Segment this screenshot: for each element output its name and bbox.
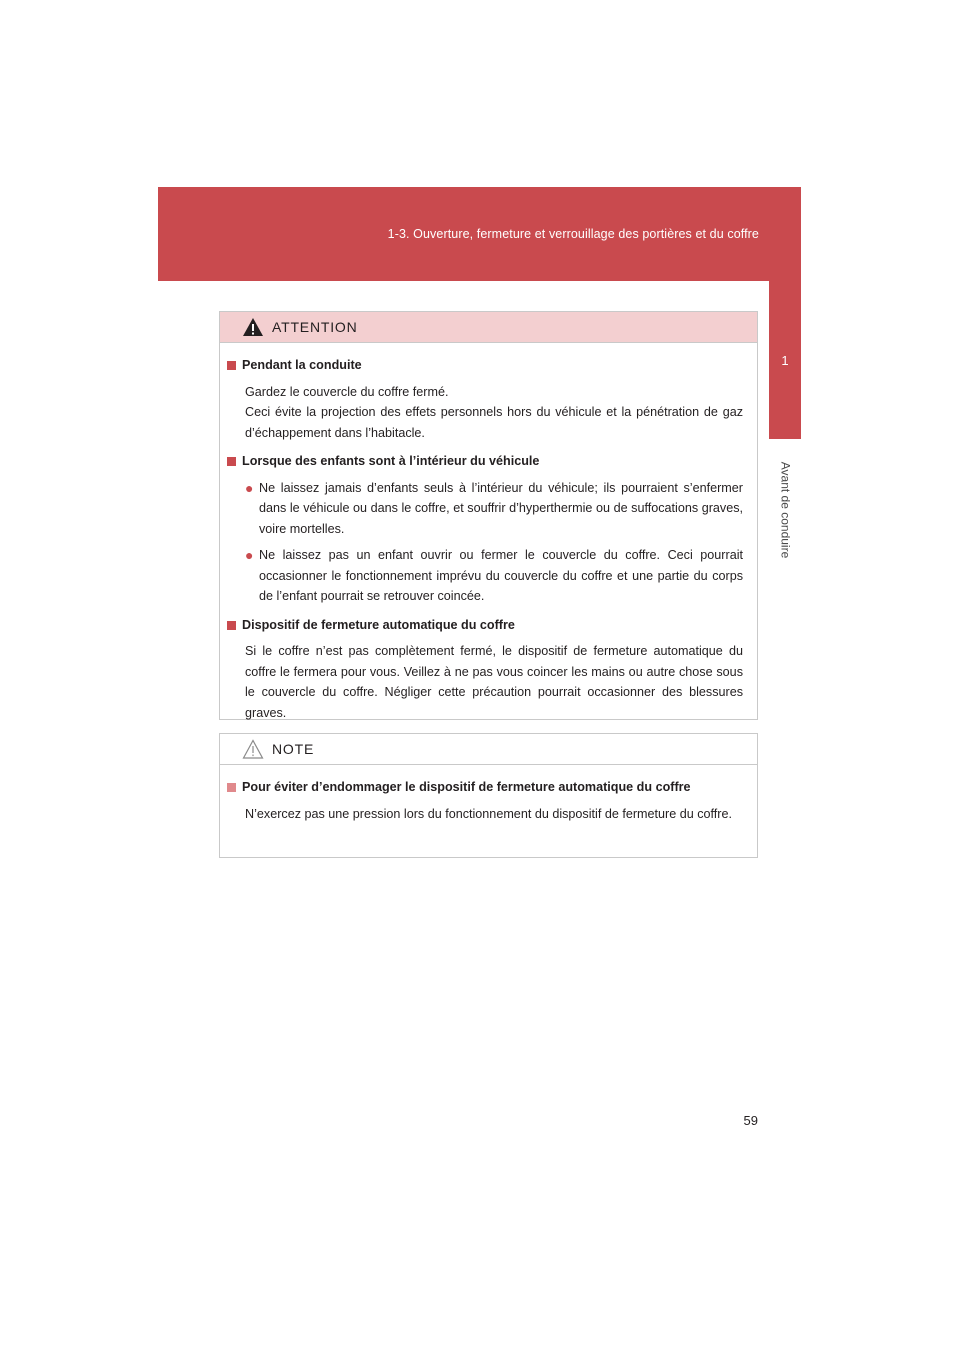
dot-bullet-icon: ● — [245, 479, 254, 496]
section-heading-text: Lorsque des enfants sont à l’intérieur du véhicule — [242, 454, 540, 468]
section-heading-text: Pendant la conduite — [242, 358, 362, 372]
note-label: NOTE — [272, 741, 315, 757]
note-body — [220, 765, 757, 824]
chapter-label: Avant de conduire — [778, 461, 793, 559]
section-heading — [227, 615, 743, 636]
paragraph: Ceci évite la projection des effets personnels hors du véhicule et la pénétration de gaz d’échappement dans l’habitacle. — [245, 405, 743, 440]
note-box — [219, 733, 758, 858]
attention-box — [219, 311, 758, 720]
section-heading-text: Pour éviter d’endommager le dispositif de fermeture automatique du coffre — [242, 780, 691, 794]
square-bullet-icon — [227, 783, 236, 792]
paragraph: Si le coffre n’est pas complètement fermé, le dispositif de fermeture automatique du coffre le fermera pour vous. Veillez à ne pas vous coincer les mains ou autre chose sous le couvercle du coffre. Négliger cette précaution pourrait occasionner des blessures graves. — [245, 644, 743, 720]
dot-bullet-icon: ● — [245, 547, 254, 563]
page-number: 59 — [743, 1113, 758, 1128]
caution-outline-icon — [242, 739, 264, 759]
square-bullet-icon — [227, 457, 236, 466]
section-heading — [227, 777, 743, 798]
attention-body — [220, 343, 757, 723]
square-bullet-icon — [227, 621, 236, 630]
section-heading — [227, 451, 743, 472]
paragraph: Gardez le couvercle du coffre fermé. — [245, 384, 449, 399]
section-heading — [227, 355, 743, 376]
note-header — [220, 734, 757, 765]
chapter-tab — [769, 281, 801, 439]
list-item-text: Ne laissez pas un enfant ouvrir ou fermer le couvercle du coffre. Ceci pourrait occasionner le fonctionnement imprévu du couvercle du coffre et une partie du corps de l’enfant pourrait se retrouver coincée. — [259, 548, 743, 603]
chapter-number: 1 — [781, 352, 789, 368]
warning-icon — [242, 317, 264, 337]
attention-label: ATTENTION — [272, 319, 358, 335]
section-heading-text: Dispositif de fermeture automatique du coffre — [242, 617, 515, 632]
list-item — [245, 545, 743, 607]
chapter-side-label — [769, 445, 801, 575]
attention-header — [220, 312, 757, 343]
chapter-header-band — [158, 187, 801, 281]
list-item-text: Ne laissez jamais d’enfants seuls à l’intérieur du véhicule; ils pourraient s’enfermer dans le véhicule ou dans le coffre, et souffrir d’hyperthermie ou de suffocations graves, voire mortelles. — [259, 480, 743, 536]
list-item — [245, 478, 743, 540]
section-title: 1-3. Ouverture, fermeture et verrouillage des portières et du coffre — [387, 227, 759, 241]
square-bullet-icon — [227, 361, 236, 370]
paragraph: N’exercez pas une pression lors du fonctionnement du dispositif de fermeture du coffre. — [245, 806, 732, 821]
